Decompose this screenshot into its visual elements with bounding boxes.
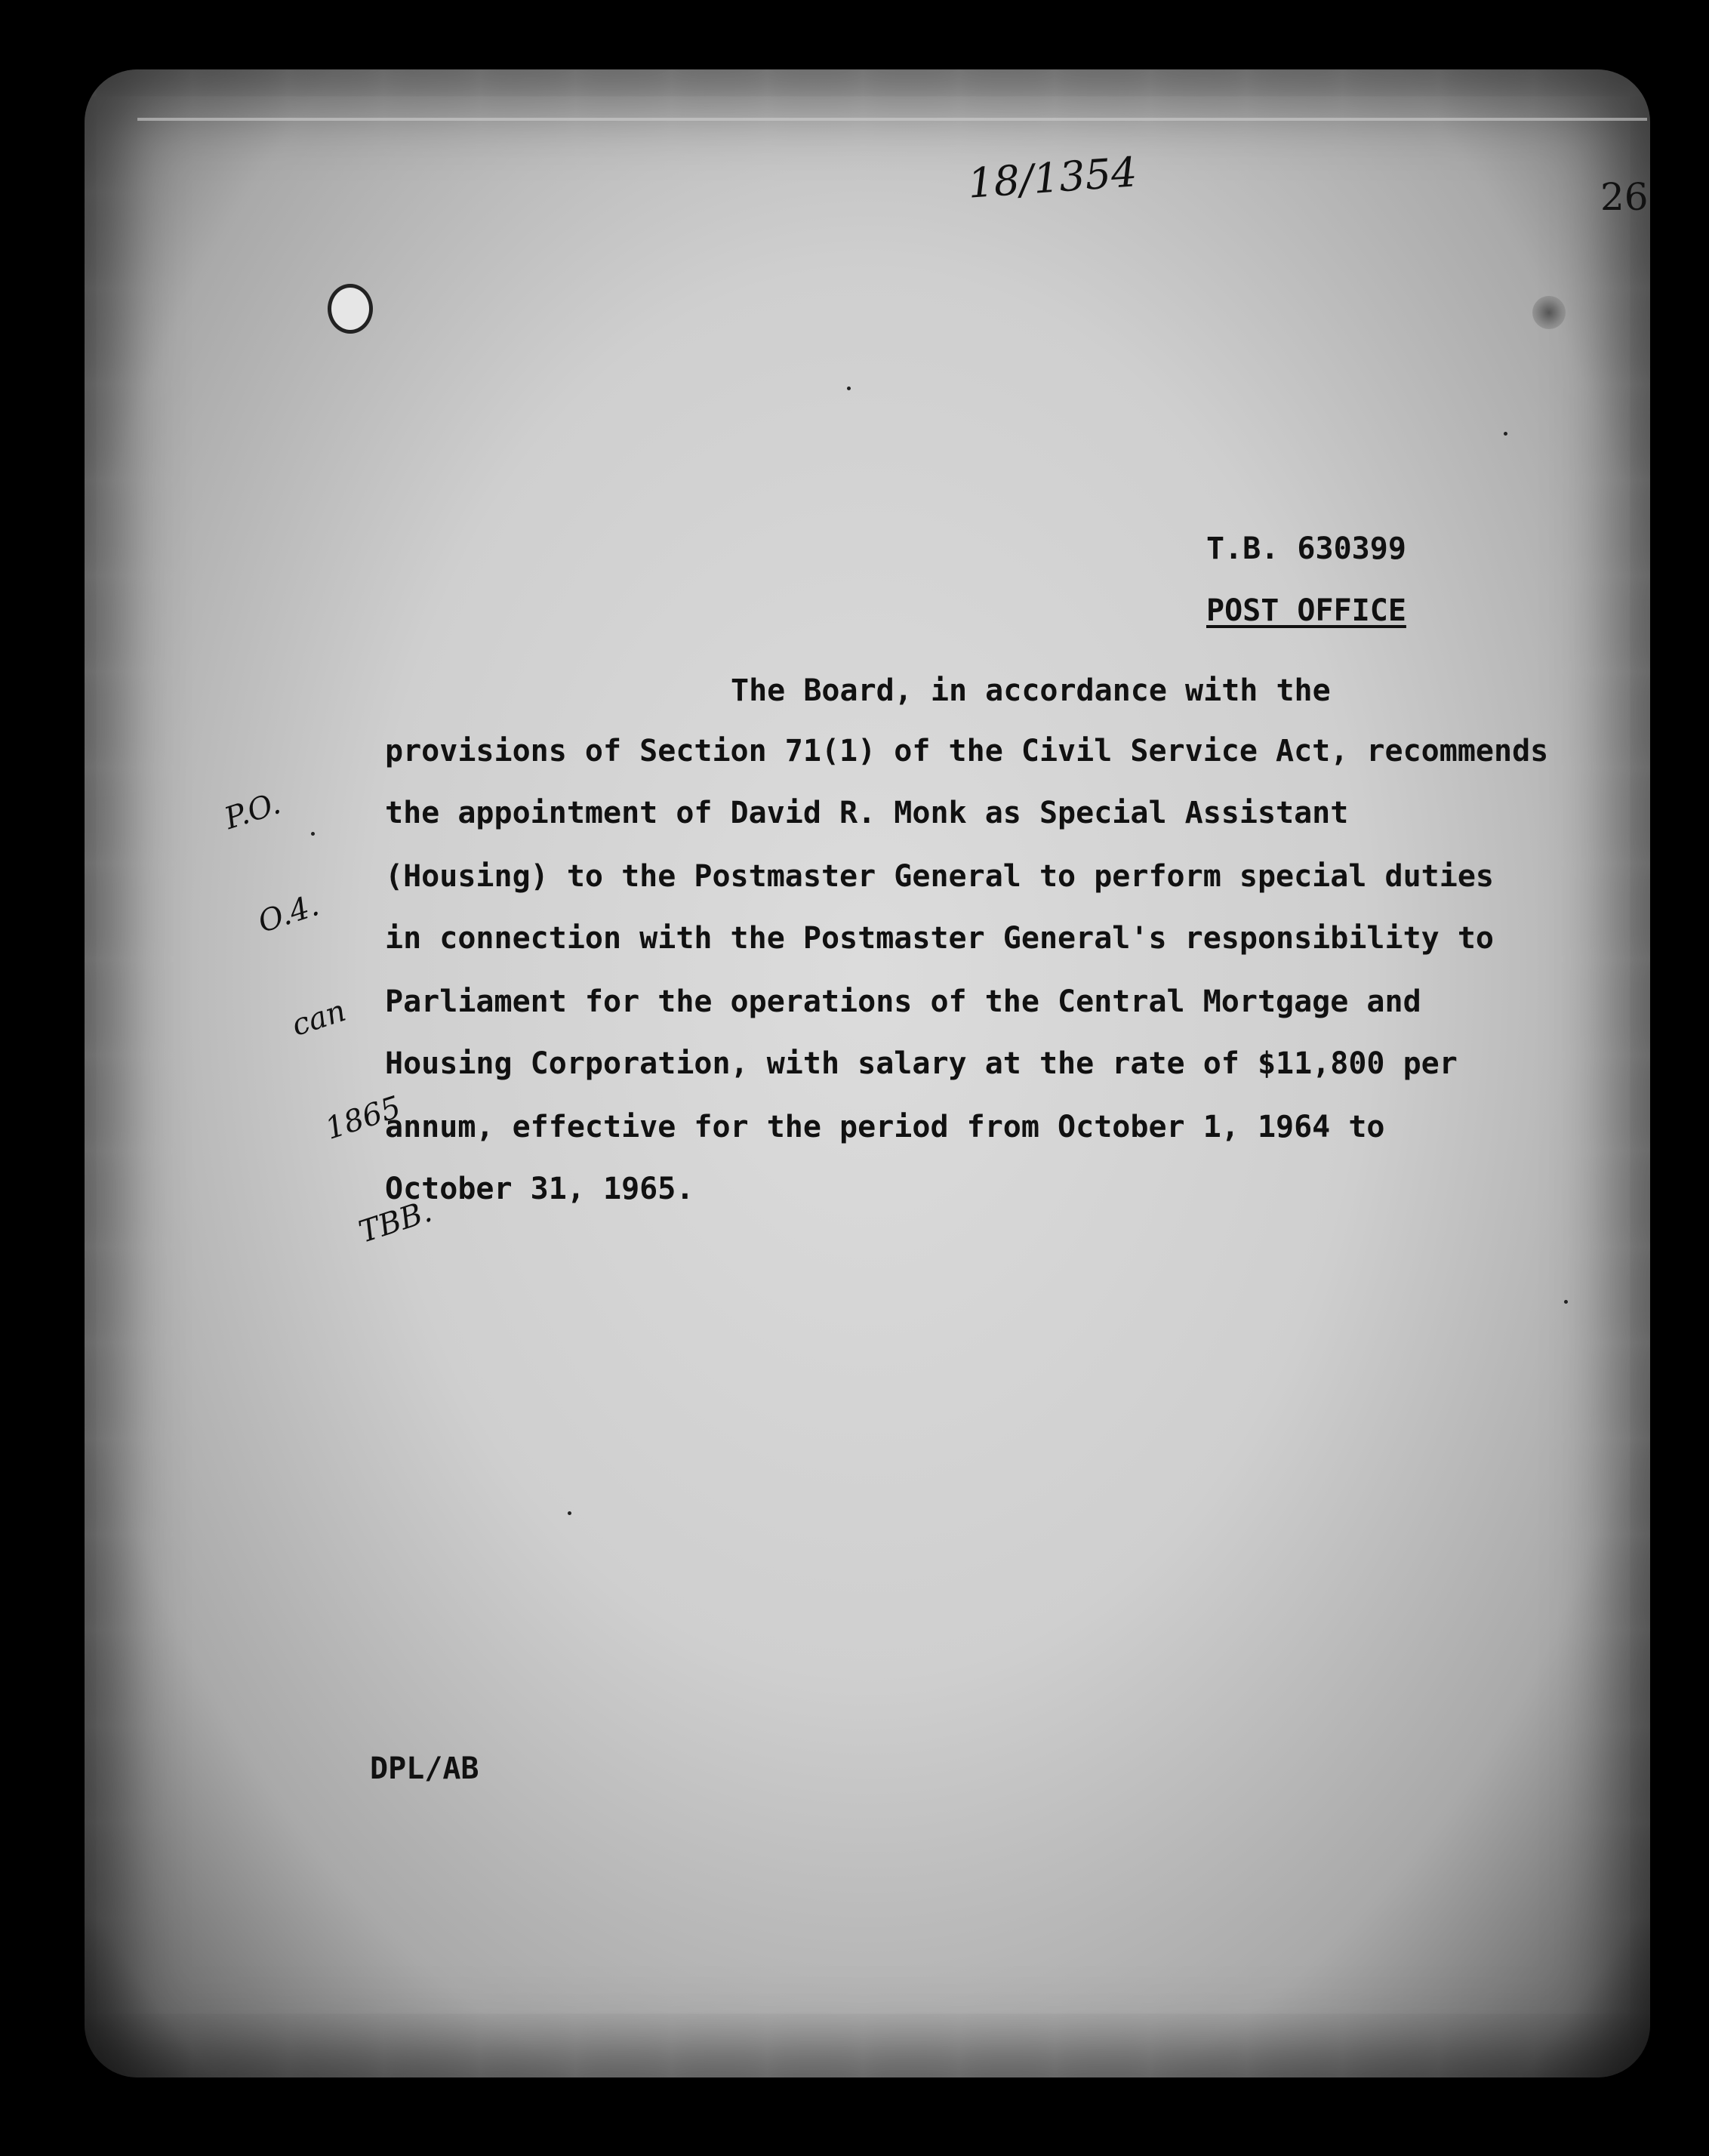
smudge-mark — [1532, 296, 1566, 329]
margin-note-line: TBB. — [354, 1194, 436, 1250]
speck — [1504, 432, 1507, 436]
speck — [847, 387, 851, 390]
body-line: annum, effective for the period from October 1, 1964 to — [385, 1110, 1385, 1144]
document-page — [85, 69, 1650, 2077]
page-number: 26 — [1600, 175, 1649, 219]
body-line: in connection with the Postmaster General's responsibility to — [385, 921, 1495, 956]
margin-note-line: 1865 — [321, 1089, 405, 1147]
margin-note-line: O.4. — [254, 888, 324, 940]
body-line: The Board, in accordance with the — [731, 673, 1331, 708]
punch-hole-icon — [328, 284, 373, 334]
margin-note-line: can — [287, 993, 350, 1043]
body-line: provisions of Section 71(1) of the Civil Service Act, recommends — [385, 734, 1549, 768]
body-line: October 31, 1965. — [385, 1172, 694, 1206]
department-heading: POST OFFICE — [1206, 593, 1406, 628]
body-line: Housing Corporation, with salary at the rate of $11,800 per — [385, 1046, 1458, 1081]
speck — [1564, 1300, 1568, 1304]
body-line: Parliament for the operations of the Central Mortgage and — [385, 984, 1421, 1019]
body-line: the appointment of David R. Monk as Special Assistant — [385, 796, 1349, 830]
typist-initials: DPL/AB — [370, 1751, 479, 1786]
file-reference: 18/1354 — [966, 148, 1139, 208]
margin-note-line: P.O. — [220, 786, 285, 837]
speck — [311, 832, 315, 836]
page-top-edge — [137, 118, 1647, 121]
tb-reference: T.B. 630399 — [1206, 531, 1406, 566]
speck — [568, 1511, 571, 1515]
body-line: (Housing) to the Postmaster General to perform special duties — [385, 859, 1495, 894]
